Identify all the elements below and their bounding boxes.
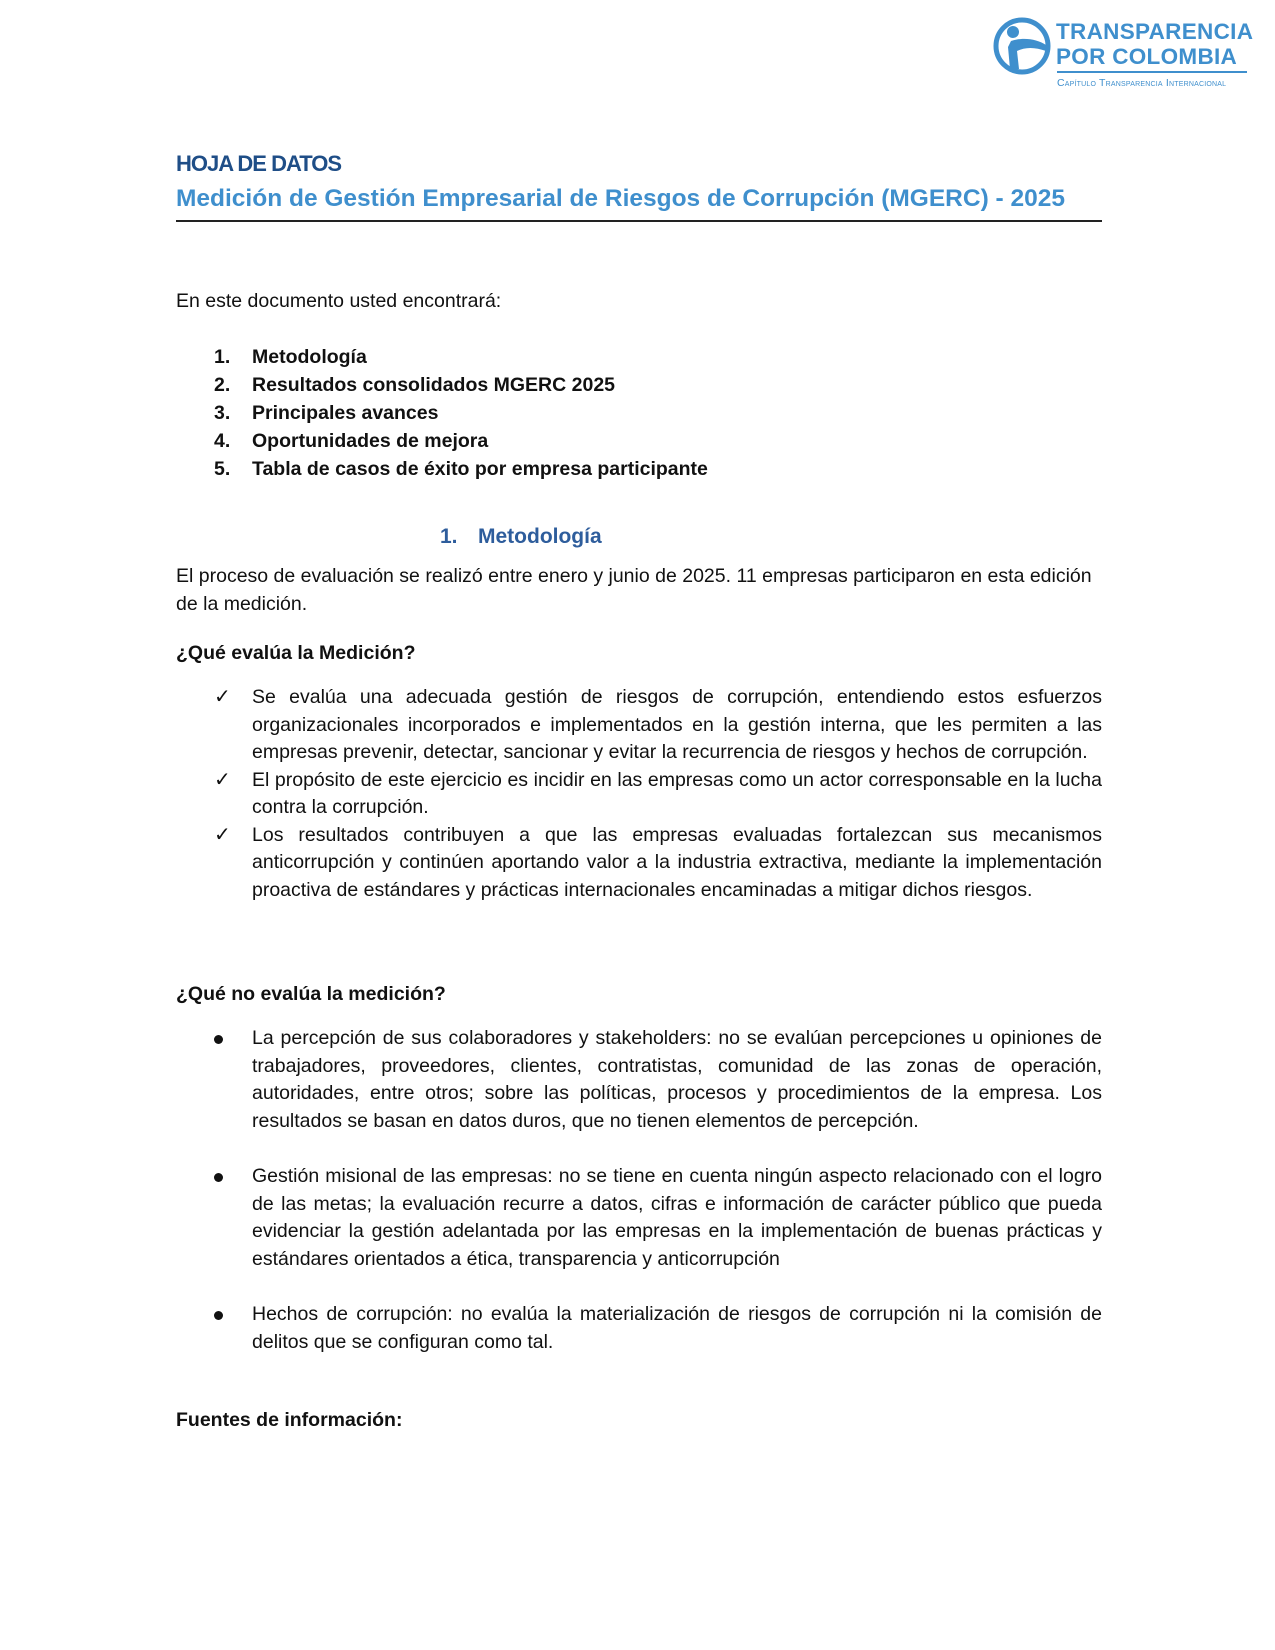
toc-item-label: Resultados consolidados MGERC 2025 (252, 374, 616, 396)
checkmark-icon: ✓ (214, 686, 231, 708)
logo-line-3: Capítulo Transparencia Internacional (1057, 77, 1227, 89)
logo-line-2: POR COLOMBIA (1056, 44, 1238, 69)
checklist-item (176, 767, 1102, 822)
checklist-item-text: Los resultados contribuyen a que las empresas evaluadas fortalezcan sus mecanismos anticorrupción y continúen aportando valor a la industria extractiva, mediante la implementación proactiva de estándares y prácticas internacionales encaminadas a mitigar dichos riesgos. (252, 823, 1102, 901)
checklist-item (176, 822, 1102, 905)
bullet-item (176, 1025, 1102, 1135)
logo-divider (1057, 71, 1247, 73)
bullet-icon (214, 1035, 223, 1044)
not-evaluated-list (176, 1025, 1102, 1384)
document-title: Medición de Gestión Empresarial de Riesgos de Corrupción (MGERC) - 2025 (176, 185, 1065, 212)
sources-heading: Fuentes de información: (176, 1409, 403, 1431)
bullet-item-text: Gestión misional de las empresas: no se tiene en cuenta ningún aspecto relacionado con el logro de las metas; la evaluación recurre a datos, cifras e información de carácter público que pueda evidenciar la gestión adelantada por las empresas en la implementación de buenas prácticas y estándares orientados a ética, transparencia y anticorrupción (252, 1165, 1102, 1270)
toc-item-number: 1. (214, 346, 231, 368)
intro-text: En este documento usted encontrará: (176, 290, 502, 312)
checklist-item-text: Se evalúa una adecuada gestión de riesgos de corrupción, entendiendo estos esfuerzos organizacionales incorporados e implementados en la gestión interna, que les permiten a las empresas prevenir, detectar, sancionar y evitar la recurrencia de riesgos y hechos de corrupción. (252, 686, 1102, 763)
toc-item (176, 344, 1102, 372)
checklist-item-text: El propósito de este ejercicio es incidir en las empresas como un actor corresponsable en la lucha contra la corrupción. (252, 768, 1102, 818)
title-underline (176, 220, 1102, 222)
toc-item-label: Metodología (252, 346, 367, 368)
toc-item-label: Principales avances (252, 402, 439, 424)
toc-item-number: 5. (214, 458, 231, 480)
bullet-item (176, 1301, 1102, 1356)
evaluates-checklist (176, 684, 1102, 904)
methodology-paragraph: El proceso de evaluación se realizó entre enero y junio de 2025. 11 empresas participaron en esta edición de la medición. (176, 565, 1092, 615)
checklist-item (176, 684, 1102, 767)
toc-item-number: 4. (214, 430, 231, 452)
toc-item (176, 428, 1102, 456)
bullet-icon (214, 1311, 223, 1320)
logo (993, 17, 1255, 93)
bullet-item-text: Hechos de corrupción: no evalúa la materialización de riesgos de corrupción ni la comisión de delitos que se configuran como tal. (252, 1303, 1102, 1353)
toc-item (176, 456, 1102, 484)
section-number: 1. (440, 525, 458, 548)
checkmark-icon: ✓ (214, 823, 231, 846)
toc-item-number: 3. (214, 402, 231, 424)
document-header (176, 150, 1102, 222)
section-title: Metodología (478, 525, 602, 548)
toc-item (176, 372, 1102, 400)
document-kicker: HOJA DE DATOS (176, 151, 342, 176)
bullet-item-text: La percepción de sus colaboradores y stakeholders: no se evalúan percepciones u opiniones de trabajadores, proveedores, clientes, contratistas, comunidad de las zonas de operación, autoridades, entre otros; sobre las políticas, procesos y procedimientos de la empresa. Los resultados se basan en datos duros, que no tienen elementos de percepción. (252, 1027, 1102, 1132)
bullet-item (176, 1163, 1102, 1273)
checkmark-icon: ✓ (214, 768, 231, 791)
transparencia-globe-logo-icon (993, 17, 1051, 75)
bullet-icon (214, 1173, 223, 1182)
table-of-contents (176, 344, 1102, 484)
toc-item-number: 2. (214, 374, 231, 396)
toc-item (176, 400, 1102, 428)
question-what-evaluates: ¿Qué evalúa la Medición? (176, 642, 416, 664)
question-what-not-evaluates: ¿Qué no evalúa la medición? (176, 983, 446, 1005)
logo-line-1: TRANSPARENCIA (1056, 19, 1254, 44)
section-heading (440, 523, 840, 551)
toc-item-label: Oportunidades de mejora (252, 430, 489, 452)
toc-item-label: Tabla de casos de éxito por empresa participante (252, 458, 708, 480)
